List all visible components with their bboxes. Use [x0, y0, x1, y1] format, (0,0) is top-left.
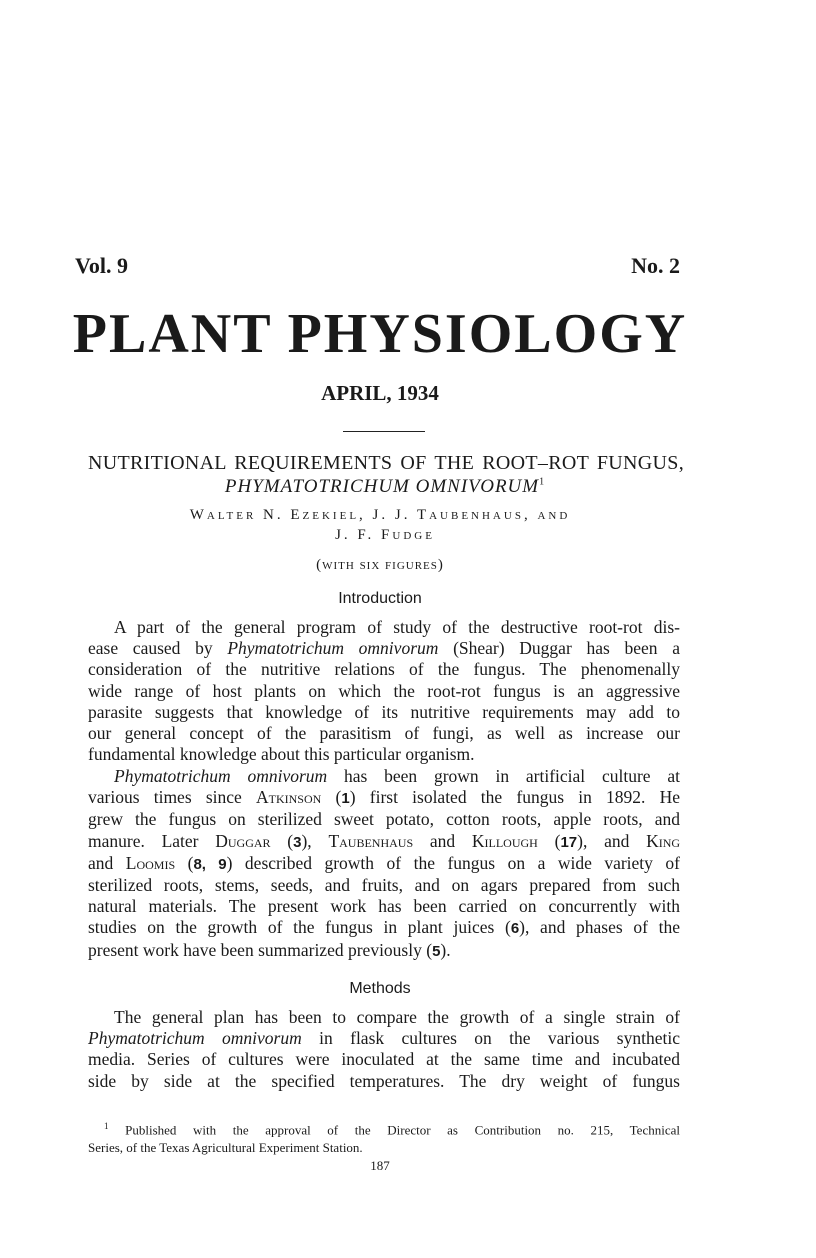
text-run: (: [270, 830, 294, 851]
author-citation: King: [646, 830, 681, 851]
species-name: Phymatotrichum omnivorum: [114, 766, 328, 786]
text-run: (: [537, 830, 561, 851]
figures-note: (with six figures): [316, 557, 444, 573]
article-title-line-2: [0, 476, 770, 498]
text-run: and: [413, 830, 472, 851]
text-line: [88, 787, 680, 809]
footnote: [88, 1117, 680, 1157]
species-name: Phymatotrichum omnivorum: [88, 1028, 302, 1049]
methods-paragraph-1: [88, 1007, 680, 1092]
author-citation: Taubenhaus: [328, 830, 414, 851]
introduction-paragraph-2: [88, 766, 680, 962]
methods-heading: Methods: [349, 980, 411, 997]
text-line: [88, 853, 680, 875]
volume-label: Vol. 9: [75, 253, 128, 278]
text-line: fundamental knowledge about this particular organism.: [88, 744, 475, 765]
text-line: wide range of host plants on which the root-rot fungus is an aggressive: [88, 680, 680, 701]
text-line: [88, 940, 680, 962]
author-citation: Killough: [471, 830, 538, 851]
text-line: [88, 766, 680, 787]
text-run: various times since: [88, 787, 257, 808]
introduction-paragraph-1: [88, 617, 680, 765]
journal-title: PLANT PHYSIOLOGY: [72, 303, 688, 365]
reference-number: 8, 9: [193, 855, 227, 873]
introduction-heading: Introduction: [338, 590, 422, 607]
text-line: [88, 831, 680, 853]
reference-number: 17: [560, 833, 578, 851]
issue-number-label: No. 2: [631, 253, 680, 278]
text-run: ease caused by: [88, 638, 228, 659]
text-line: [88, 638, 680, 659]
species-name: Phymatotrichum omnivorum: [227, 638, 439, 659]
text-line: parasite suggests that knowledge of its nutritive requirements may add to: [88, 701, 680, 722]
author-citation: Atkinson: [256, 787, 322, 808]
footnote-mark: 1: [104, 1121, 109, 1131]
authors-line-1: Walter N. Ezekiel, J. J. Taubenhaus, and: [189, 507, 571, 523]
text-line: media. Series of cultures were inoculated at the same time and incubated: [88, 1049, 680, 1070]
text-run: (: [175, 852, 194, 873]
text-line: The general plan has been to compare the growth of a single strain of: [114, 1007, 680, 1027]
page-number: 187: [370, 1158, 390, 1173]
text-line: [88, 1028, 680, 1049]
text-line: grew the fungus on sterilized sweet potato, cotton roots, apple roots, and: [88, 809, 680, 830]
text-line: A part of the general program of study of the destructive root-rot dis-: [114, 617, 680, 637]
text-line: natural materials. The present work has been carried on concurrently with: [88, 896, 680, 917]
text-line: our general concept of the parasitism of fungi, as well as increase our: [88, 723, 680, 744]
text-line: consideration of the nutritive relations of the fungus. The phenomenally: [88, 659, 680, 680]
text-run: (: [321, 787, 342, 808]
footnote-line: [88, 1117, 680, 1139]
author-citation: Loomis: [125, 852, 176, 873]
text-line: side by side at the specified temperatures. The dry weight of fungus: [88, 1070, 680, 1091]
authors-line-2: J. F. Fudge: [335, 527, 435, 543]
volume-number-row: [75, 253, 680, 279]
text-run: studies on the growth of the fungus in plant juices (: [88, 917, 511, 938]
text-run: ).: [440, 939, 451, 960]
article-title-species: PHYMATOTRICHUM OMNIVORUM: [224, 476, 540, 497]
reference-number: 6: [510, 920, 520, 938]
article-title-line-1: NUTRITIONAL REQUIREMENTS OF THE ROOT–ROT FUNGUS,: [88, 452, 684, 474]
text-line: sterilized roots, stems, seeds, and fruits, and on agars prepared from such: [88, 875, 680, 896]
reference-number: 1: [341, 790, 350, 808]
text-run: ) first isolated the fungus in 1892. He: [349, 787, 681, 808]
text-run: (Shear) Duggar has been a: [438, 638, 680, 659]
title-divider: [343, 431, 425, 432]
text-run: ), and phases of the: [519, 917, 680, 938]
text-run: and: [88, 852, 126, 873]
text-run: in flask cultures on the various synthetic: [301, 1028, 680, 1049]
text-run: ),: [301, 830, 329, 851]
title-footnote-mark: 1: [539, 476, 546, 488]
reference-number: 5: [432, 942, 441, 960]
text-run: ) described growth of the fungus on a wide variety of: [226, 852, 680, 873]
text-run: present work have been summarized previously (: [88, 939, 433, 960]
text-run: Published with the approval of the Director as Contribution no. 215, Technical: [108, 1122, 680, 1138]
text-line: [88, 917, 680, 939]
issue-date: APRIL, 1934: [321, 381, 439, 405]
text-run: has been grown in artificial culture at: [327, 766, 680, 786]
text-run: manure. Later: [88, 830, 216, 851]
text-run: ), and: [577, 830, 647, 851]
author-citation: Duggar: [215, 830, 271, 851]
footnote-line: Series, of the Texas Agricultural Experiment Station.: [88, 1140, 363, 1156]
reference-number: 3: [293, 833, 302, 851]
